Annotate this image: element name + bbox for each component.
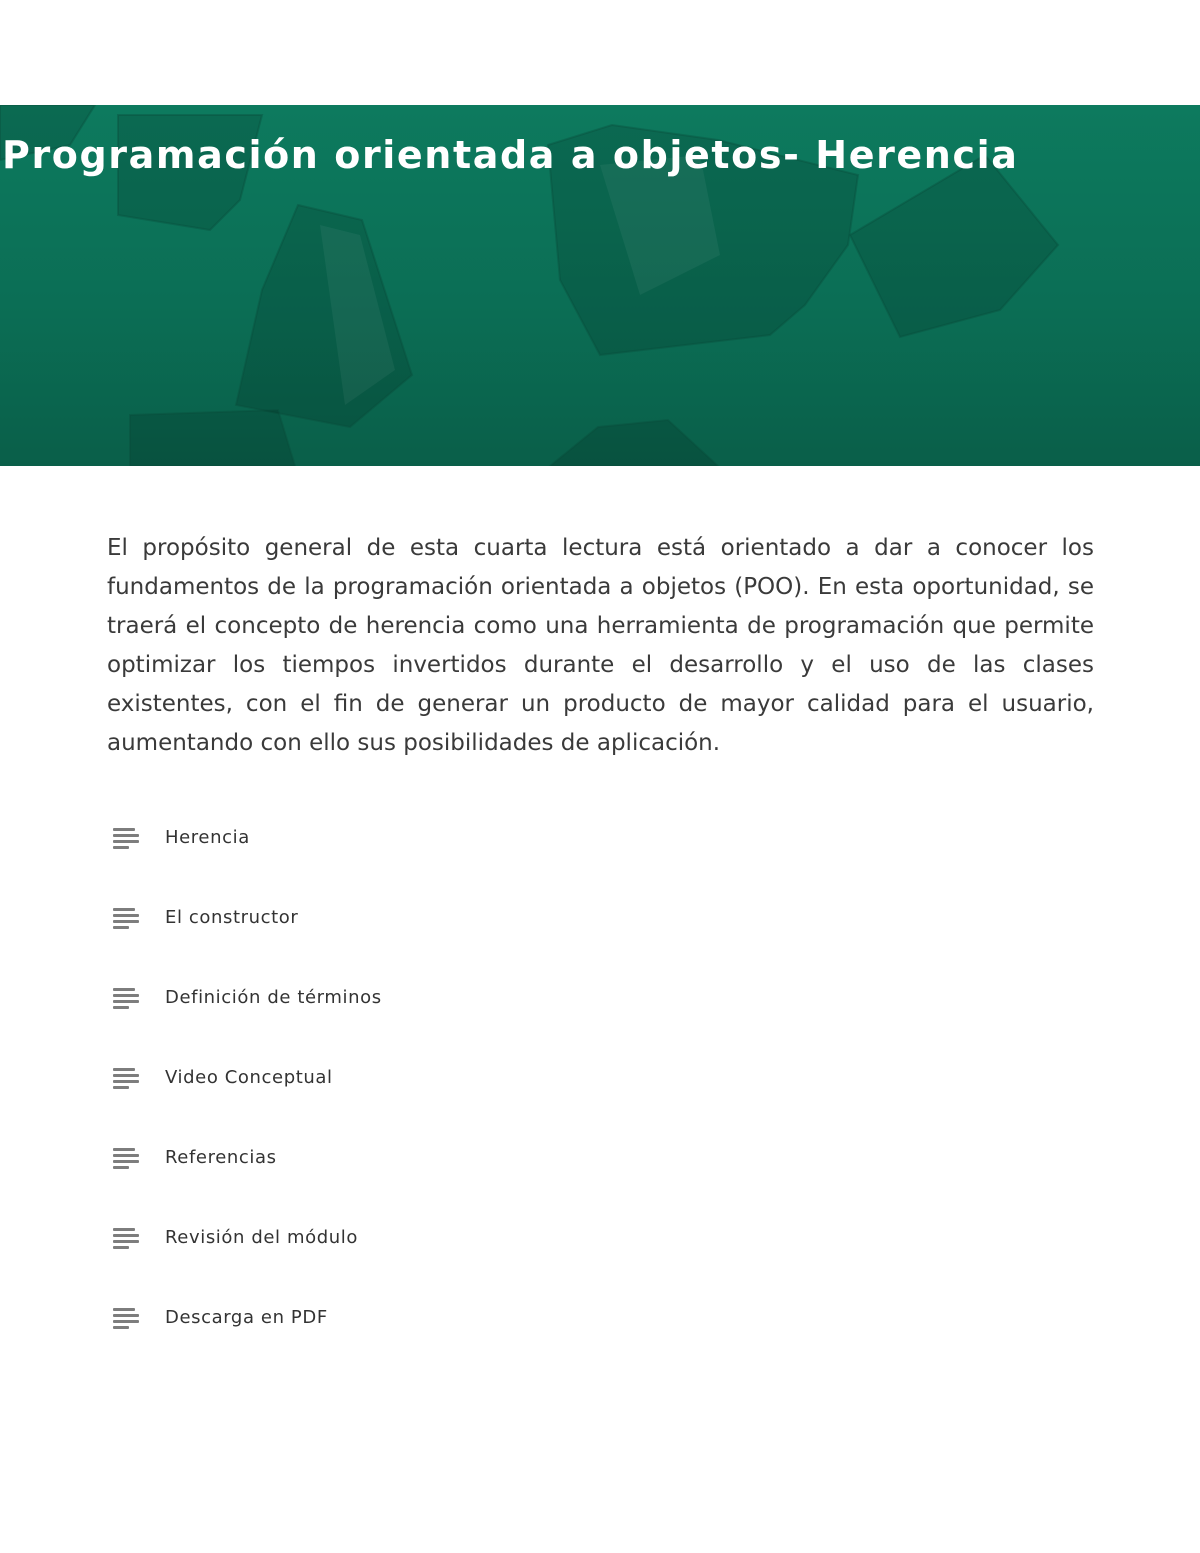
header-banner — [0, 105, 1200, 466]
text-lines-icon — [113, 1228, 139, 1248]
text-lines-icon — [113, 1308, 139, 1328]
lesson-item-label: Definición de términos — [165, 986, 382, 1008]
text-lines-icon — [113, 1148, 139, 1168]
lesson-item-label: Referencias — [165, 1146, 277, 1168]
text-lines-icon — [113, 908, 139, 928]
lesson-item-label: El constructor — [165, 906, 299, 928]
lesson-item-herencia[interactable] — [113, 800, 713, 880]
lesson-list — [113, 800, 713, 1360]
text-lines-icon — [113, 1068, 139, 1088]
lesson-item-descarga-en-pdf[interactable] — [113, 1280, 713, 1360]
text-lines-icon — [113, 828, 139, 848]
lesson-item-label: Herencia — [165, 826, 250, 848]
intro-paragraph: El propósito general de esta cuarta lectura está orientado a dar a conocer los fundamentos de la programación orientada a objetos (POO). En esta oportunidad, se traerá el concepto de herencia como una herramienta de programación que permite optimizar los tiempos invertidos durante el desarrollo y el uso de las clases existentes, con el fin de generar un producto de mayor calidad para el usuario, aumentando con ello sus posibilidades de aplicación. — [107, 535, 1094, 756]
lesson-item-label: Revisión del módulo — [165, 1226, 358, 1248]
lesson-item-definicion-de-terminos[interactable] — [113, 960, 713, 1040]
lesson-item-el-constructor[interactable] — [113, 880, 713, 960]
page-title: Programación orientada a objetos- Herencia — [2, 133, 1019, 177]
lesson-item-referencias[interactable] — [113, 1120, 713, 1200]
lesson-item-label: Descarga en PDF — [165, 1306, 328, 1328]
lesson-item-label: Video Conceptual — [165, 1066, 333, 1088]
text-lines-icon — [113, 988, 139, 1008]
lesson-item-video-conceptual[interactable] — [113, 1040, 713, 1120]
lesson-item-revision-del-modulo[interactable] — [113, 1200, 713, 1280]
